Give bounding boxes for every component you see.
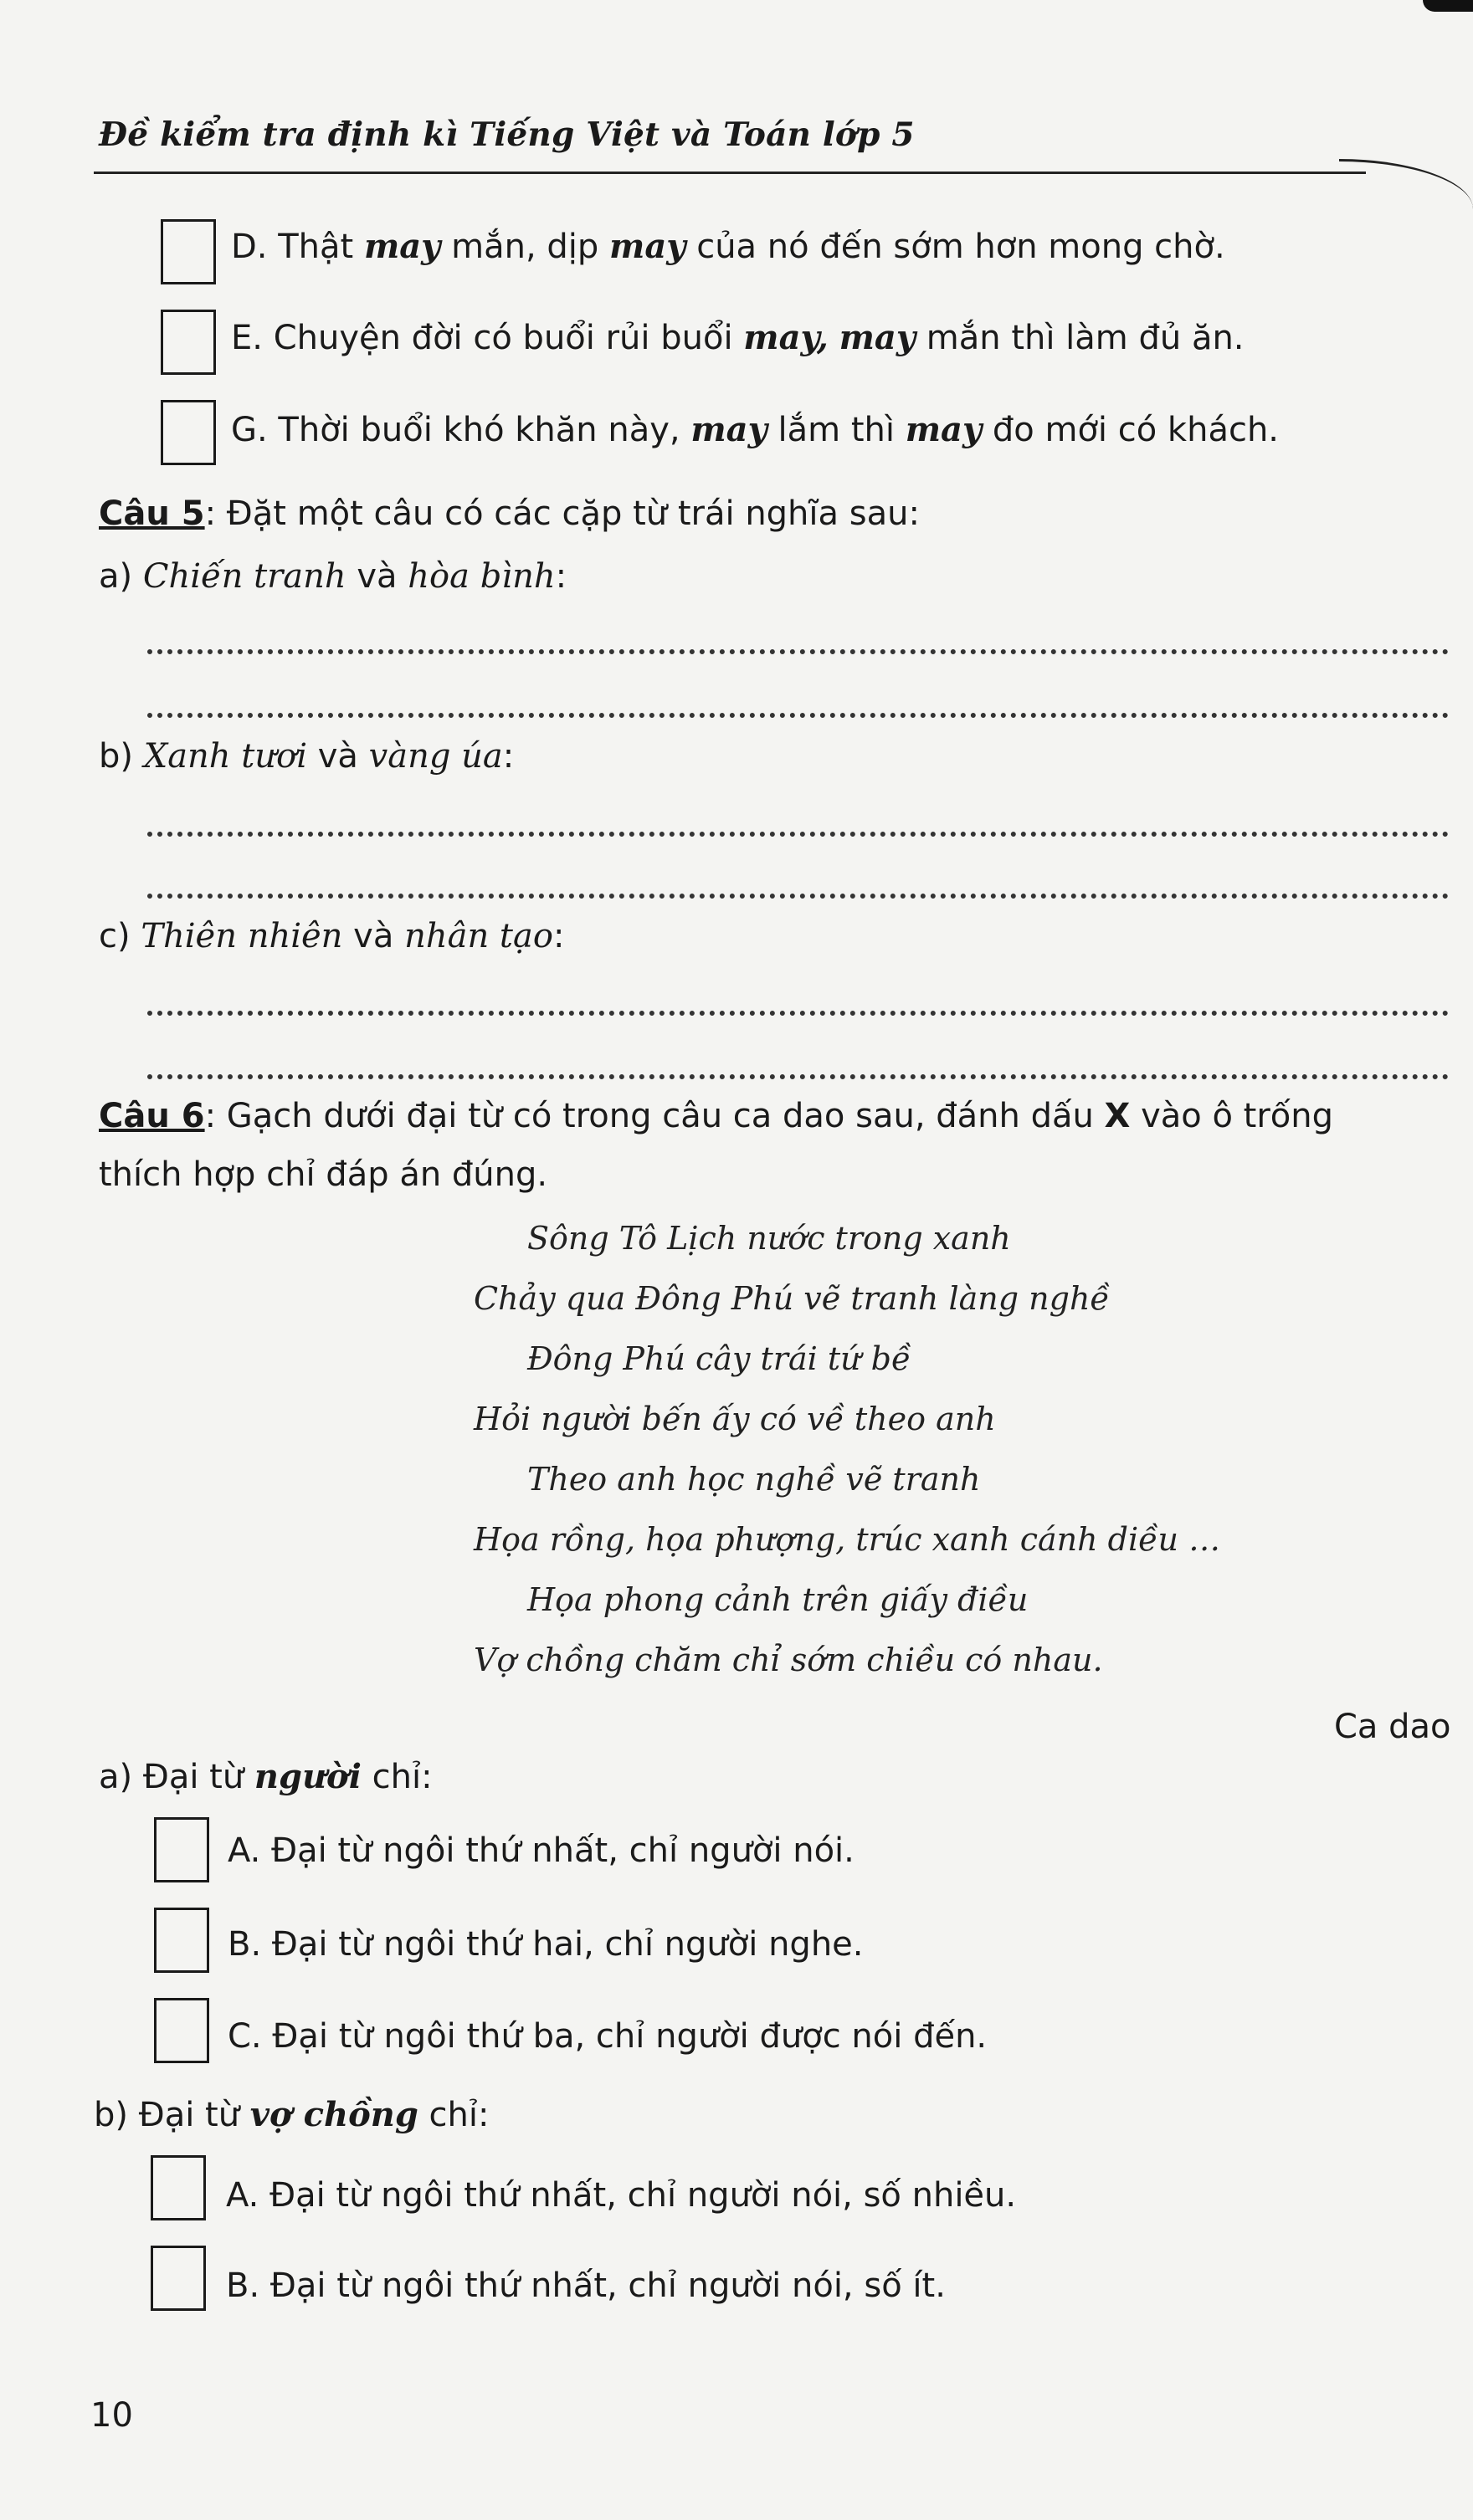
- answer-line-5a-1[interactable]: [147, 649, 1449, 654]
- answer-line-5c-2[interactable]: [147, 1074, 1449, 1079]
- corner-mark: [1423, 0, 1473, 12]
- q6b-option-a-checkbox[interactable]: [151, 2155, 206, 2220]
- q6b-option-b-checkbox[interactable]: [151, 2246, 206, 2311]
- poem-line: Đông Phú cây trái tứ bề: [527, 1340, 911, 1377]
- option-d-checkbox[interactable]: [161, 219, 216, 284]
- question-5c-prompt: c) Thiên nhiên và nhân tạo:: [99, 917, 565, 955]
- question-5-heading: Câu 5: Đặt một câu có các cặp từ trái nghĩa sau:: [99, 494, 920, 533]
- question-5a-prompt: a) Chiến tranh và hòa bình:: [99, 557, 567, 596]
- poem-line: Hỏi người bến ấy có về theo anh: [474, 1401, 996, 1437]
- option-e-checkbox[interactable]: [161, 310, 216, 375]
- header-rule-curve: [1339, 159, 1473, 212]
- option-e-text: E. Chuyện đời có buổi rủi buổi may, may mắn thì làm đủ ăn.: [231, 318, 1245, 357]
- q6a-option-b-checkbox[interactable]: [154, 1908, 209, 1973]
- question-6b-prompt: b) Đại từ vợ chồng chỉ:: [94, 2095, 490, 2134]
- question-6a-prompt: a) Đại từ người chỉ:: [99, 1757, 433, 1796]
- page-number: 10: [90, 2396, 133, 2435]
- poem-line: Vợ chồng chăm chỉ sớm chiều có nhau.: [474, 1642, 1103, 1678]
- poem-line: Chảy qua Đông Phú vẽ tranh làng nghề: [474, 1280, 1110, 1317]
- poem-line: Theo anh học nghề vẽ tranh: [527, 1461, 981, 1498]
- header-rule: [94, 172, 1366, 174]
- poem-source: Ca dao: [1334, 1708, 1451, 1746]
- q6b-option-b-text: B. Đại từ ngôi thứ nhất, chỉ người nói, số ít.: [226, 2266, 946, 2305]
- question-6-heading: Câu 6: Gạch dưới đại từ có trong câu ca dao sau, đánh dấu X vào ô trống: [99, 1097, 1334, 1135]
- q6a-option-b-text: B. Đại từ ngôi thứ hai, chỉ người nghe.: [228, 1925, 864, 1964]
- question-6-label: Câu 6: [99, 1097, 205, 1135]
- answer-line-5b-1[interactable]: [147, 832, 1449, 837]
- answer-line-5a-2[interactable]: [147, 713, 1449, 718]
- answer-line-5c-1[interactable]: [147, 1011, 1449, 1016]
- q6a-option-c-text: C. Đại từ ngôi thứ ba, chỉ người được nói đến.: [228, 2017, 988, 2056]
- q6a-option-c-checkbox[interactable]: [154, 1998, 209, 2063]
- question-6-prompt-line2: thích hợp chỉ đáp án đúng.: [99, 1155, 548, 1194]
- poem-line: Họa phong cảnh trên giấy điều: [527, 1581, 1029, 1618]
- poem-line: Họa rồng, họa phượng, trúc xanh cánh diều …: [474, 1521, 1221, 1558]
- q6a-option-a-checkbox[interactable]: [154, 1817, 209, 1882]
- q6b-option-a-text: A. Đại từ ngôi thứ nhất, chỉ người nói, số nhiều.: [226, 2176, 1017, 2215]
- answer-line-5b-2[interactable]: [147, 894, 1449, 899]
- question-5-label: Câu 5: [99, 494, 205, 533]
- question-5b-prompt: b) Xanh tươi và vàng úa:: [99, 737, 515, 776]
- option-g-text: G. Thời buổi khó khăn này, may lắm thì may đo mới có khách.: [231, 410, 1280, 449]
- option-d-text: D. Thật may mắn, dịp may của nó đến sớm hơn mong chờ.: [231, 227, 1225, 266]
- poem-line: Sông Tô Lịch nước trong xanh: [527, 1220, 1011, 1257]
- option-g-checkbox[interactable]: [161, 400, 216, 465]
- q6a-option-a-text: A. Đại từ ngôi thứ nhất, chỉ người nói.: [228, 1831, 855, 1870]
- page-header: Đề kiểm tra định kì Tiếng Việt và Toán lớp 5: [99, 115, 915, 154]
